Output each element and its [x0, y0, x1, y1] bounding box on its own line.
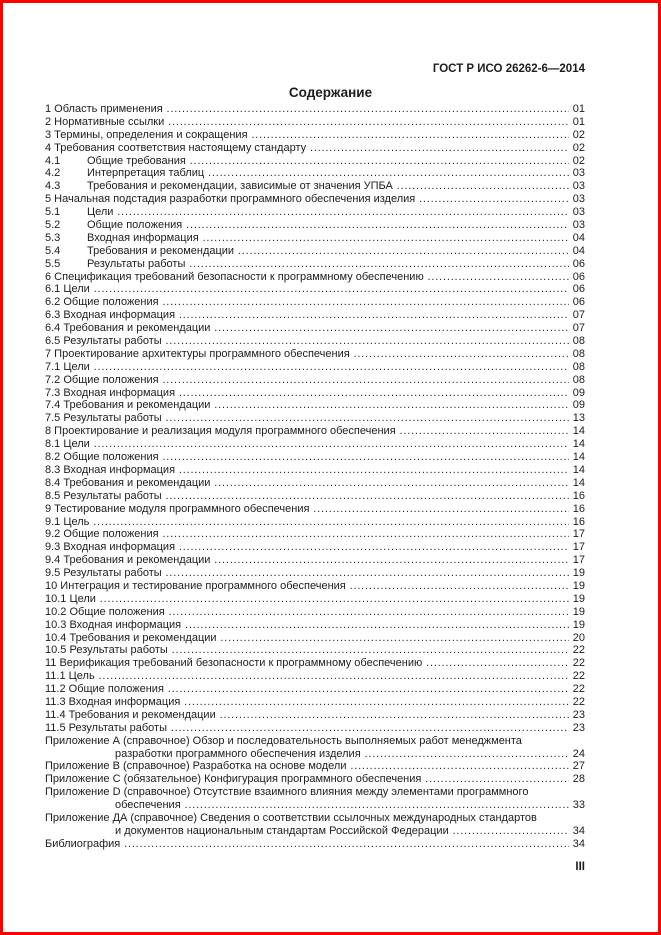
entry-leader-dots	[120, 838, 569, 851]
entry-label: 8.5 Результаты работы	[45, 489, 162, 502]
toc-entry	[45, 283, 585, 296]
toc-entry-continuation	[45, 825, 585, 838]
toc-entry	[45, 103, 585, 116]
entry-label: 10.1 Цели	[45, 592, 96, 605]
entry-leader-dots	[199, 232, 569, 245]
toc-entry	[45, 206, 585, 219]
toc-entry	[45, 786, 585, 799]
entry-number: 4.2	[45, 167, 61, 180]
entry-number: 4.3	[45, 180, 61, 193]
entry-page-number: 04	[572, 244, 585, 257]
toc-entry	[45, 425, 585, 438]
entry-label: 6.4 Требования и рекомендации	[45, 322, 211, 335]
toc-entry	[45, 361, 585, 374]
toc-entry	[45, 232, 585, 245]
entry-label: 11.3 Входная информация	[45, 695, 181, 708]
entry-page-number: 23	[572, 708, 585, 721]
entry-leader-dots	[159, 296, 569, 309]
entry-page-number: 13	[572, 412, 585, 425]
toc-entry	[45, 258, 585, 271]
entry-page-number: 16	[572, 489, 585, 502]
entry-label: 11.2 Общие положения	[45, 683, 164, 696]
entry-page-number: 23	[572, 721, 585, 734]
entry-leader-dots	[422, 657, 569, 670]
entry-leader-dots	[167, 722, 569, 735]
toc-entry	[45, 348, 585, 361]
entry-leader-dots	[182, 219, 569, 232]
entry-leader-dots	[159, 374, 569, 387]
entry-label: 9.4 Требования и рекомендации	[45, 554, 211, 567]
entry-leader-dots	[159, 528, 569, 541]
entry-label: 6.2 Общие положения	[45, 296, 159, 309]
toc-entry	[45, 142, 585, 155]
entry-page-number: 22	[572, 695, 585, 708]
toc-entry	[45, 593, 585, 606]
entry-leader-dots	[181, 619, 569, 632]
entry-label: разработки программного обеспечения изделия	[115, 747, 361, 760]
toc-entry-continuation	[45, 748, 585, 761]
toc-entry	[45, 296, 585, 309]
entry-leader-dots	[168, 644, 569, 657]
entry-page-number: 03	[572, 180, 585, 193]
entry-label: 9.3 Входная информация	[45, 541, 176, 554]
entry-label: 9.2 Общие положения	[45, 528, 159, 541]
entry-label: 1 Область применения	[45, 103, 163, 115]
toc-entry	[45, 503, 585, 516]
entry-label: 11 Верификация требований безопасности к программному обеспечению	[45, 657, 423, 670]
entry-page-number: 14	[572, 451, 585, 464]
entry-leader-dots	[396, 425, 569, 438]
toc-entry	[45, 812, 585, 825]
toc-entry	[45, 554, 585, 567]
entry-leader-dots	[164, 683, 569, 696]
toc-entry	[45, 374, 585, 387]
entry-label: Приложение ДА (справочное) Сведения о соответствии ссылочных международных стандартов	[45, 811, 537, 824]
entry-leader-dots	[90, 283, 569, 296]
entry-leader-dots	[89, 516, 568, 529]
entry-page-number: 19	[572, 567, 585, 580]
entry-label: 11.1 Цель	[45, 670, 95, 683]
entry-page-number: 14	[572, 438, 585, 451]
entry-leader-dots	[181, 799, 569, 812]
toc-entry	[45, 709, 585, 722]
toc-entry	[45, 696, 585, 709]
entry-leader-dots	[210, 554, 568, 567]
entry-label: обеспечения	[115, 799, 181, 812]
toc-entry	[45, 657, 585, 670]
toc-entry	[45, 438, 585, 451]
toc-entry	[45, 490, 585, 503]
entry-page-number: 34	[572, 837, 585, 850]
entry-label: 7.5 Результаты работы	[45, 412, 162, 425]
entry-leader-dots	[90, 438, 569, 451]
entry-label: Общие положения	[87, 219, 183, 232]
entry-label: Требования и рекомендации	[87, 244, 235, 257]
toc-entry	[45, 683, 585, 696]
toc-entry	[45, 773, 585, 786]
entry-label: Общие требования	[87, 154, 186, 167]
entry-page-number: 24	[572, 747, 585, 760]
entry-leader-dots	[175, 541, 569, 554]
entry-number: 5.5	[45, 257, 61, 270]
entry-label: и документов национальным стандартам Российской Федерации	[115, 824, 449, 837]
entry-leader-dots	[449, 825, 569, 838]
entry-page-number: 19	[572, 605, 585, 618]
entry-leader-dots	[210, 399, 568, 412]
toc-entry	[45, 245, 585, 258]
entry-label: 10.4 Требования и рекомендации	[45, 631, 217, 644]
entry-label: 7.2 Общие положения	[45, 373, 159, 386]
entry-label: Цели	[87, 206, 114, 219]
entry-page-number: 07	[572, 309, 585, 322]
toc-entry	[45, 838, 585, 851]
entry-page-number: 03	[572, 219, 585, 232]
entry-leader-dots	[165, 606, 569, 619]
entry-number: 5.3	[45, 231, 61, 244]
entry-leader-dots	[210, 322, 568, 335]
entry-page-number: 09	[572, 399, 585, 412]
entry-leader-dots	[361, 748, 569, 761]
entry-page-number: 02	[572, 141, 585, 154]
toc-entry	[45, 722, 585, 735]
entry-number: 5.4	[45, 244, 61, 257]
entry-number: 5.2	[45, 219, 61, 232]
toc-entry	[45, 129, 585, 142]
entry-label: 10.3 Входная информация	[45, 618, 182, 631]
toc-entry	[45, 451, 585, 464]
entry-page-number: 17	[572, 528, 585, 541]
entry-leader-dots	[163, 103, 569, 116]
toc-entry	[45, 387, 585, 400]
entry-label: Приложение В (справочное) Разработка на основе модели	[45, 760, 347, 773]
entry-label: 8.2 Общие положения	[45, 451, 159, 464]
entry-page-number: 02	[572, 128, 585, 141]
toc-entry	[45, 322, 585, 335]
entry-label: 9 Тестирование модуля программного обеспечения	[45, 502, 310, 515]
entry-label: 10.5 Результаты работы	[45, 644, 168, 657]
entry-page-number: 28	[572, 773, 585, 786]
entry-leader-dots	[96, 593, 569, 606]
toc-entry	[45, 670, 585, 683]
toc-entry	[45, 155, 585, 168]
entry-leader-dots	[186, 155, 569, 168]
entry-page-number: 19	[572, 592, 585, 605]
toc-entry	[45, 167, 585, 180]
toc-entry	[45, 116, 585, 129]
toc-entry	[45, 567, 585, 580]
standard-designation: ГОСТ Р ИСО 26262-6—2014	[432, 63, 585, 75]
entry-label: 7.3 Входная информация	[45, 386, 176, 399]
toc-entry	[45, 412, 585, 425]
entry-label: Приложение D (справочное) Отсутствие взаимного влияния между элементами программного	[45, 786, 529, 799]
entry-number: 4.1	[45, 154, 61, 167]
entry-leader-dots	[393, 180, 569, 193]
toc-entry	[45, 180, 585, 193]
toc-entry	[45, 619, 585, 632]
entry-page-number: 16	[572, 502, 585, 515]
entry-page-number: 06	[572, 270, 585, 283]
entry-label: Требования и рекомендации, зависимые от значения УПБА	[87, 180, 393, 193]
entry-page-number: 33	[572, 799, 585, 812]
entry-page-number: 03	[572, 206, 585, 219]
entry-label: 11.5 Результаты работы	[45, 721, 167, 734]
entry-leader-dots	[204, 167, 569, 180]
entry-label: 7.4 Требования и рекомендации	[45, 399, 211, 412]
entry-label: 11.4 Требования и рекомендации	[45, 708, 216, 721]
entry-label: Результаты работы	[87, 257, 186, 270]
entry-page-number: 27	[572, 760, 585, 773]
entry-leader-dots	[159, 451, 569, 464]
entry-leader-dots	[347, 760, 569, 773]
entry-leader-dots	[210, 477, 568, 490]
toc-entry	[45, 399, 585, 412]
toc-entry	[45, 760, 585, 773]
entry-leader-dots	[175, 464, 569, 477]
entry-page-number: 03	[572, 167, 585, 180]
entry-label: 8 Проектирование и реализация модуля программного обеспечения	[45, 425, 396, 438]
entry-page-number: 08	[572, 335, 585, 348]
entry-label: 2 Нормативные ссылки	[45, 115, 165, 128]
entry-leader-dots	[162, 335, 569, 348]
entry-leader-dots	[180, 696, 568, 709]
entry-label: 5 Начальная подстадия разработки программного обеспечения изделия	[45, 193, 416, 206]
toc-entry	[45, 219, 585, 232]
entry-page-number: 08	[572, 347, 585, 360]
entry-page-number: 22	[572, 644, 585, 657]
entry-label: Входная информация	[87, 231, 199, 244]
entry-leader-dots	[415, 193, 569, 206]
entry-label: 8.1 Цели	[45, 438, 90, 451]
entry-page-number: 09	[572, 386, 585, 399]
entry-page-number: 20	[572, 631, 585, 644]
entry-label: 10.2 Общие положения	[45, 605, 165, 618]
entry-page-number: 06	[572, 296, 585, 309]
entry-leader-dots	[248, 129, 569, 142]
entry-page-number: 17	[572, 541, 585, 554]
toc-entry	[45, 644, 585, 657]
entry-leader-dots	[350, 348, 569, 361]
toc-entry	[45, 335, 585, 348]
entry-leader-dots	[162, 567, 569, 580]
entry-page-number: 34	[572, 824, 585, 837]
entry-page-number: 04	[572, 231, 585, 244]
entry-label: Приложение А (справочное) Обзор и последовательность выполняемых работ менеджмента	[45, 734, 522, 747]
entry-label: 6.5 Результаты работы	[45, 335, 162, 348]
entry-leader-dots	[113, 206, 568, 219]
entry-label: 10 Интеграция и тестирование программного обеспечения	[45, 579, 346, 592]
entry-leader-dots	[421, 773, 568, 786]
entry-leader-dots	[175, 309, 569, 322]
entry-leader-dots	[346, 580, 569, 593]
entry-page-number: 07	[572, 322, 585, 335]
entry-label: Библиография	[45, 837, 121, 850]
entry-label: 8.3 Входная информация	[45, 463, 176, 476]
folio-page-number: III	[575, 860, 585, 873]
entry-page-number: 03	[572, 193, 585, 206]
entry-page-number: 22	[572, 657, 585, 670]
entry-leader-dots	[95, 670, 569, 683]
entry-label: 6 Спецификация требований безопасности к программному обеспечению	[45, 270, 424, 283]
entry-leader-dots	[234, 245, 569, 258]
toc-entry	[45, 541, 585, 554]
entry-page-number: 02	[572, 154, 585, 167]
toc-entry	[45, 516, 585, 529]
entry-page-number: 01	[572, 103, 585, 115]
entry-page-number: 08	[572, 360, 585, 373]
entry-page-number: 01	[572, 115, 585, 128]
entry-leader-dots	[162, 412, 569, 425]
entry-page-number: 17	[572, 554, 585, 567]
entry-label: Приложение С (обязательное) Конфигурация программного обеспечения	[45, 773, 422, 786]
entry-label: 9.1 Цель	[45, 515, 90, 528]
toc-entry	[45, 606, 585, 619]
entry-leader-dots	[175, 387, 569, 400]
entry-label: 4 Требования соответствия настоящему стандарту	[45, 141, 307, 154]
entry-page-number: 14	[572, 463, 585, 476]
entry-page-number: 06	[572, 283, 585, 296]
entry-leader-dots	[185, 258, 568, 271]
toc-entry	[45, 193, 585, 206]
entry-leader-dots	[424, 271, 569, 284]
entry-page-number: 16	[572, 515, 585, 528]
toc-entry	[45, 271, 585, 284]
entry-page-number: 22	[572, 683, 585, 696]
entry-label: 7.1 Цели	[45, 360, 90, 373]
entry-leader-dots	[309, 503, 568, 516]
entry-leader-dots	[90, 361, 569, 374]
entry-label: 8.4 Требования и рекомендации	[45, 476, 211, 489]
entry-page-number: 14	[572, 425, 585, 438]
entry-label: 9.5 Результаты работы	[45, 567, 162, 580]
entry-page-number: 22	[572, 670, 585, 683]
entry-leader-dots	[162, 490, 569, 503]
entry-leader-dots	[164, 116, 568, 129]
toc-list	[45, 103, 585, 851]
entry-leader-dots	[216, 709, 569, 722]
toc-entry	[45, 464, 585, 477]
toc-entry	[45, 309, 585, 322]
toc-entry	[45, 580, 585, 593]
entry-label: Интерпретация таблиц	[87, 167, 205, 180]
toc-entry	[45, 735, 585, 748]
entry-page-number: 19	[572, 618, 585, 631]
entry-label: 7 Проектирование архитектуры программного обеспечения	[45, 347, 350, 360]
entry-page-number: 19	[572, 579, 585, 592]
entry-page-number: 14	[572, 476, 585, 489]
entry-page-number: 06	[572, 257, 585, 270]
entry-leader-dots	[217, 632, 569, 645]
toc-entry-continuation	[45, 799, 585, 812]
entry-number: 5.1	[45, 206, 61, 219]
toc-entry	[45, 632, 585, 645]
entry-label: 3 Термины, определения и сокращения	[45, 128, 248, 141]
toc-entry	[45, 477, 585, 490]
toc-entry	[45, 528, 585, 541]
entry-label: 6.3 Входная информация	[45, 309, 176, 322]
entry-leader-dots	[306, 142, 569, 155]
entry-label: 6.1 Цели	[45, 283, 90, 296]
entry-page-number: 08	[572, 373, 585, 386]
page-title: Содержание	[288, 85, 373, 100]
